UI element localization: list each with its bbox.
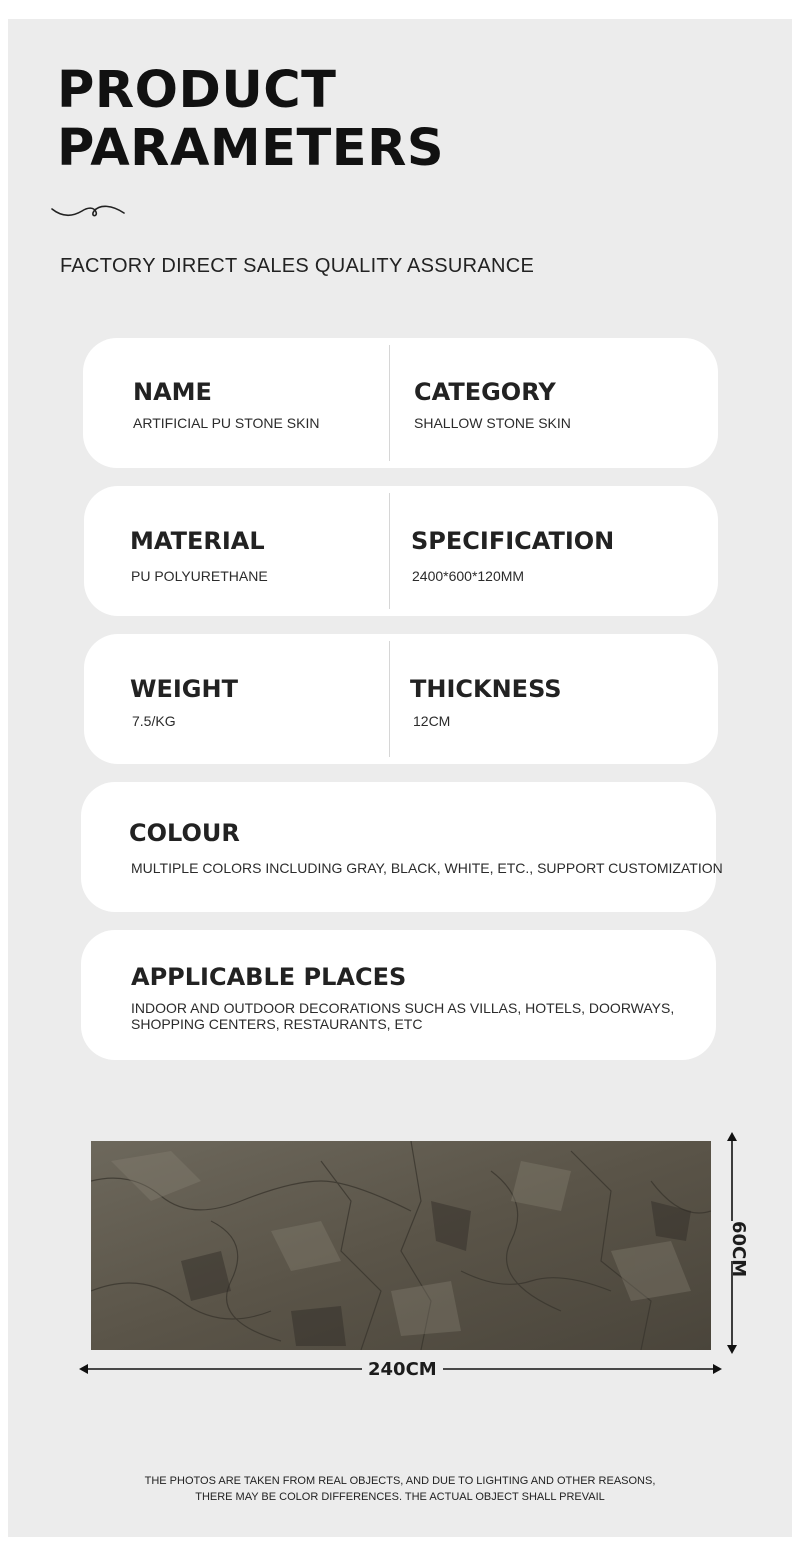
material-label: MATERIAL (130, 527, 265, 555)
card-weight-thickness (84, 634, 718, 764)
card-colour (81, 782, 723, 912)
footer-line-2: THERE MAY BE COLOR DIFFERENCES. THE ACTUAL OBJECT SHALL PREVAIL (195, 1491, 605, 1503)
specification-value: 2400*600*120MM (412, 568, 525, 584)
squiggle-decoration-icon (50, 203, 126, 219)
card-material-specification (84, 486, 718, 616)
card-name-category (83, 338, 718, 468)
category-value: SHALLOW STONE SKIN (414, 415, 571, 431)
card-divider (389, 493, 390, 609)
material-value: PU POLYURETHANE (131, 568, 268, 584)
colour-value: MULTIPLE COLORS INCLUDING GRAY, BLACK, WHITE, ETC., SUPPORT CUSTOMIZATION (131, 860, 723, 876)
card-applicable-places (81, 930, 716, 1060)
stone-panel-image (91, 1141, 711, 1350)
applicable-value: INDOOR AND OUTDOOR DECORATIONS SUCH AS VILLAS, HOTELS, DOORWAYS, SHOPPING CENTERS, RESTAURANTS, ETC (131, 1000, 675, 1032)
name-value: ARTIFICIAL PU STONE SKIN (133, 415, 320, 431)
title-line-2: PARAMETERS (57, 119, 445, 178)
card-divider (389, 641, 390, 757)
page-subtitle: FACTORY DIRECT SALES QUALITY ASSURANCE (60, 255, 535, 277)
thickness-value: 12CM (413, 713, 451, 729)
category-label: CATEGORY (414, 378, 556, 406)
page-title (57, 62, 444, 178)
applicable-label: APPLICABLE PLACES (131, 963, 407, 991)
weight-value: 7.5/KG (132, 713, 176, 729)
thickness-label: THICKNESS (410, 675, 562, 703)
height-dimension-label: 60CM (728, 1221, 749, 1278)
width-dimension-label: 240CM (362, 1359, 443, 1380)
title-line-1: PRODUCT (57, 61, 337, 120)
weight-label: WEIGHT (130, 675, 238, 703)
footer-line-1: THE PHOTOS ARE TAKEN FROM REAL OBJECTS, AND DUE TO LIGHTING AND OTHER REASONS, (144, 1475, 656, 1487)
colour-label: COLOUR (129, 819, 240, 847)
name-label: NAME (133, 378, 212, 406)
specification-label: SPECIFICATION (411, 527, 615, 555)
card-divider (389, 345, 390, 461)
footer-disclaimer (0, 1473, 800, 1505)
